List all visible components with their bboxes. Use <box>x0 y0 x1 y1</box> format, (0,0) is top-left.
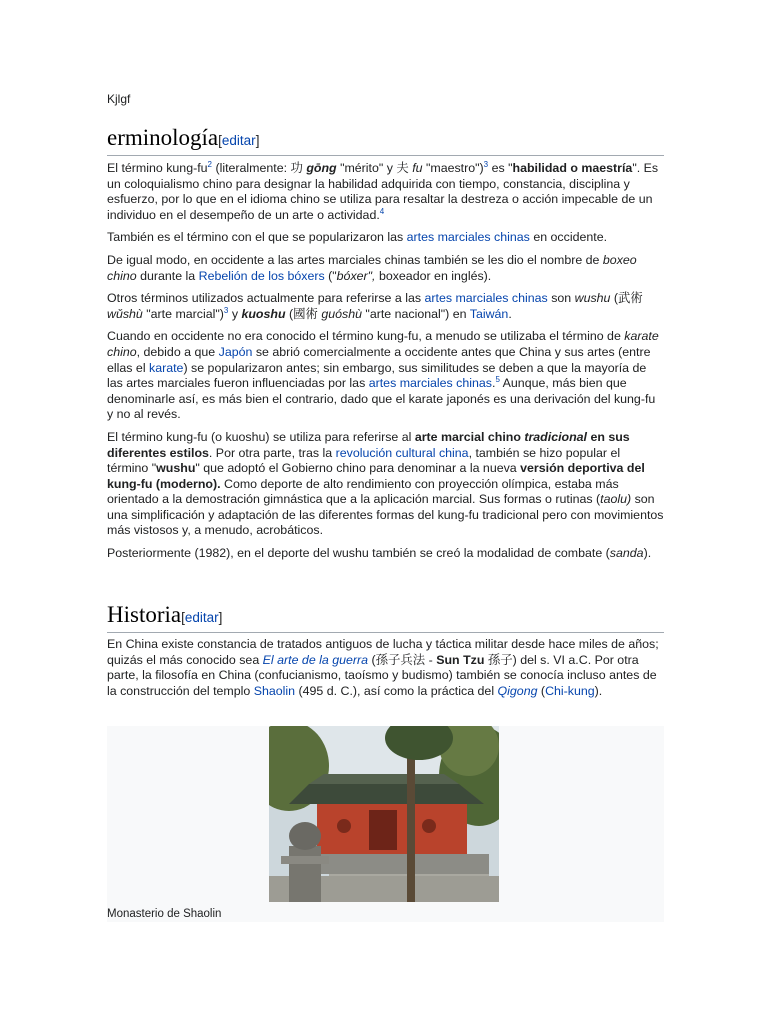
history-heading-block <box>107 601 664 633</box>
paragraph-7: Posteriormente (1982), en el deporte del wushu también se creó la modalidad de combate (sanda). <box>107 546 652 561</box>
link-karate[interactable]: karate <box>149 360 184 375</box>
link-taiwan[interactable]: Taiwán <box>469 306 509 321</box>
paragraph-3: De igual modo, en occidente a las artes marciales chinas también se les dio el nombre de boxeo chino durante la Rebelión de los bóxers ("bóxer", boxeador en inglés). <box>107 252 637 283</box>
section-heading-history <box>107 601 664 633</box>
edit-section-control: [editar] <box>181 610 223 625</box>
edit-section-control: [editar] <box>218 133 260 148</box>
link-arte-de-la-guerra[interactable]: El arte de la guerra <box>262 652 369 667</box>
reference-marker: 4 <box>379 206 385 216</box>
terminology-heading-block <box>107 124 664 156</box>
edit-link-history[interactable]: editar <box>184 610 219 625</box>
paragraph-8: En China existe constancia de tratados antiguos de lucha y táctica militar desde hace miles de años; quizás el más conocido sea El arte de la guerra (孫子兵法 - Sun Tzu 孫子) del s. VI a.C. Por otra parte, la filosofía en China (confucianismo, taoísmo y budismo) también se conocía incluso antes de la construcción del templo Shaolin (495 d. C.), así como la práctica del Qigong (Chi-kung). <box>107 637 659 698</box>
link-revolucion-cultural[interactable]: revolución cultural china <box>335 445 469 460</box>
reference-marker: 3 <box>483 159 489 169</box>
paragraph-1: El término kung-fu$^2$ (literalmente: 功 gōng "mérito" y 夫 fu "maestro")$^3$ es "habilidad o maestría". Es un coloquialismo chino para designar la habilidad adquirida con tiempo, constancia, disciplina y esfuerzo, por lo que en el idioma chino se utiliza para resaltar la destreza o acción impecable de un individuo en el desempeño de un arte o actividad.$^4$ <box>107 159 659 222</box>
figure-caption: Monasterio de Shaolin <box>107 908 222 920</box>
section-heading-terminology <box>107 124 664 156</box>
paragraph-6: El término kung-fu (o kuoshu) se utiliza para referirse al arte marcial chino tradicional en sus diferentes estilos. Por otra parte, tras la revolución cultural china, también se hizo popular el término "wushu" que adoptó el Gobierno chino para denominar a la nueva versión deportiva del kung-fu (moderno). Como deporte de alto rendimiento con proyección olímpica, estaba más orientado a la demostración gimnástica que a la aplicación marcial. Sus formas o rutinas (taolu) son una simplificación y adaptación de las diferentes formas del kung-fu tradicional pero con movimientos más vistosos y, a menudo, acrobáticos. <box>107 429 664 538</box>
link-rebelion-boxers[interactable]: Rebelión de los bóxers <box>198 268 325 283</box>
header-text: Kjlgf <box>107 92 131 106</box>
paragraph-4: Otros términos utilizados actualmente para referirse a las artes marciales chinas son wushu (武術 wǔshù "arte marcial")$^3$ y kuoshu (國術 guóshù "arte nacional") en Taiwán. <box>107 291 643 321</box>
figure-box <box>107 726 664 922</box>
paragraph-2: También es el término con el que se popularizaron las artes marciales chinas en occidente. <box>107 230 608 245</box>
reference-marker: 5 <box>495 375 500 384</box>
link-artes-marciales-chinas[interactable]: artes marciales chinas <box>406 230 530 245</box>
temple-photo-icon[interactable] <box>269 726 499 902</box>
link-chi-kung[interactable]: Chi-kung <box>545 683 595 698</box>
edit-link-terminology[interactable]: editar <box>221 133 256 148</box>
terminology-body <box>107 161 664 569</box>
link-shaolin[interactable]: Shaolin <box>253 683 296 698</box>
link-artes-marciales-chinas[interactable]: artes marciales chinas <box>368 376 492 391</box>
history-body <box>107 637 664 706</box>
reference-marker: 3 <box>223 305 229 315</box>
paragraph-5: Cuando en occidente no era conocido el término kung-fu, a menudo se utilizaba el término de karate chino, debido a que Japón se abrió comercialmente a occidente antes que China y sus artes (entre ellas el karate) se popularizaron antes; sin embargo, sus similitudes se deben a que la mayoría de las artes marciales fueron influenciadas por las artes marciales chinas.$^5$ Aunque, más bien que denominarle así, es más bien el contrario, dado que el karate japonés es una derivación del kung-fu y no al revés. <box>107 329 659 422</box>
link-japon[interactable]: Japón <box>218 344 253 359</box>
link-artes-marciales-chinas[interactable]: artes marciales chinas <box>424 291 548 306</box>
link-qigong[interactable]: Qigong <box>497 683 538 698</box>
section-title: erminología <box>107 125 219 150</box>
section-title: Historia <box>107 602 182 627</box>
reference-marker: 2 <box>207 159 212 169</box>
